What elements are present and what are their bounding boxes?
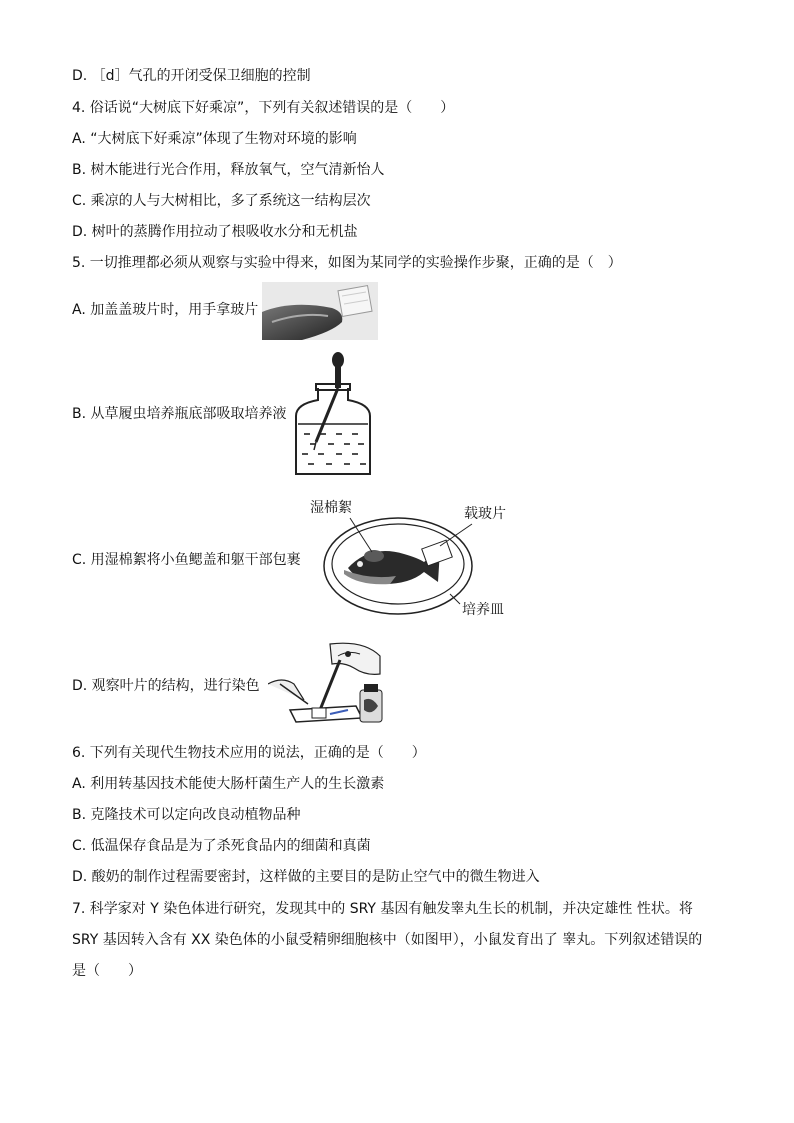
q7-stem-line1: 7. 科学家对 Y 染色体进行研究，发现其中的 SRY 基因有触发睾丸生长的机制，并决定雄性 性状。将 (72, 901, 693, 917)
q4-option-a: A. “大树底下好乘凉”体现了生物对环境的影响 (72, 131, 357, 147)
culture-bottle-figure (290, 352, 376, 478)
q5-stem: 5. 一切推理都必须从观察与实验中得来，如图为某同学的实验操作步聚，正确的是（ ） (72, 255, 622, 271)
q4-option-c: C. 乘凉的人与大树相比，多了系统这一结构层次 (72, 193, 371, 209)
q6-option-a: A. 利用转基因技术能使大肠杆菌生产人的生长激素 (72, 776, 385, 792)
wet-cotton-label: 湿棉絮 (310, 500, 352, 516)
q6-option-c: C. 低温保存食品是为了杀死食品内的细菌和真菌 (72, 838, 371, 854)
q4-option-b: B. 树木能进行光合作用，释放氧气，空气清新怡人 (72, 162, 385, 178)
q5-option-b: B. 从草履虫培养瓶底部吸取培养液 (72, 406, 287, 422)
q5-option-a: A. 加盖盖玻片时，用手拿玻片 (72, 302, 259, 318)
q5-option-c: C. 用湿棉絮将小鱼鳃盖和躯干部包裹 (72, 552, 301, 568)
q4-stem: 4. 俗话说“大树底下好乘凉”，下列有关叙述错误的是（ ） (72, 100, 455, 116)
leaf-staining-figure (268, 640, 386, 726)
coverslip-hand-figure (262, 282, 378, 340)
q6-stem: 6. 下列有关现代生物技术应用的说法，正确的是（ ） (72, 745, 426, 761)
slide-label: 载玻片 (464, 506, 506, 522)
q7-stem-line2: SRY 基因转入含有 XX 染色体的小鼠受精卵细胞核中（如图甲），小鼠发育出了 睾丸。下列叙述错误的 (72, 932, 703, 948)
q3-option-d: D. ［d］气孔的开闭受保卫细胞的控制 (72, 68, 311, 84)
q6-option-d: D. 酸奶的制作过程需要密封，这样做的主要目的是防止空气中的微生物进入 (72, 869, 540, 885)
q7-stem-line3: 是（ ） (72, 963, 142, 979)
q5-option-d: D. 观察叶片的结构，进行染色 (72, 678, 260, 694)
petri-dish-label: 培养皿 (462, 602, 504, 618)
fish-petri-dish-figure (300, 494, 520, 622)
q4-option-d: D. 树叶的蒸腾作用拉动了根吸收水分和无机盐 (72, 224, 358, 240)
q6-option-b: B. 克隆技术可以定向改良动植物品种 (72, 807, 301, 823)
